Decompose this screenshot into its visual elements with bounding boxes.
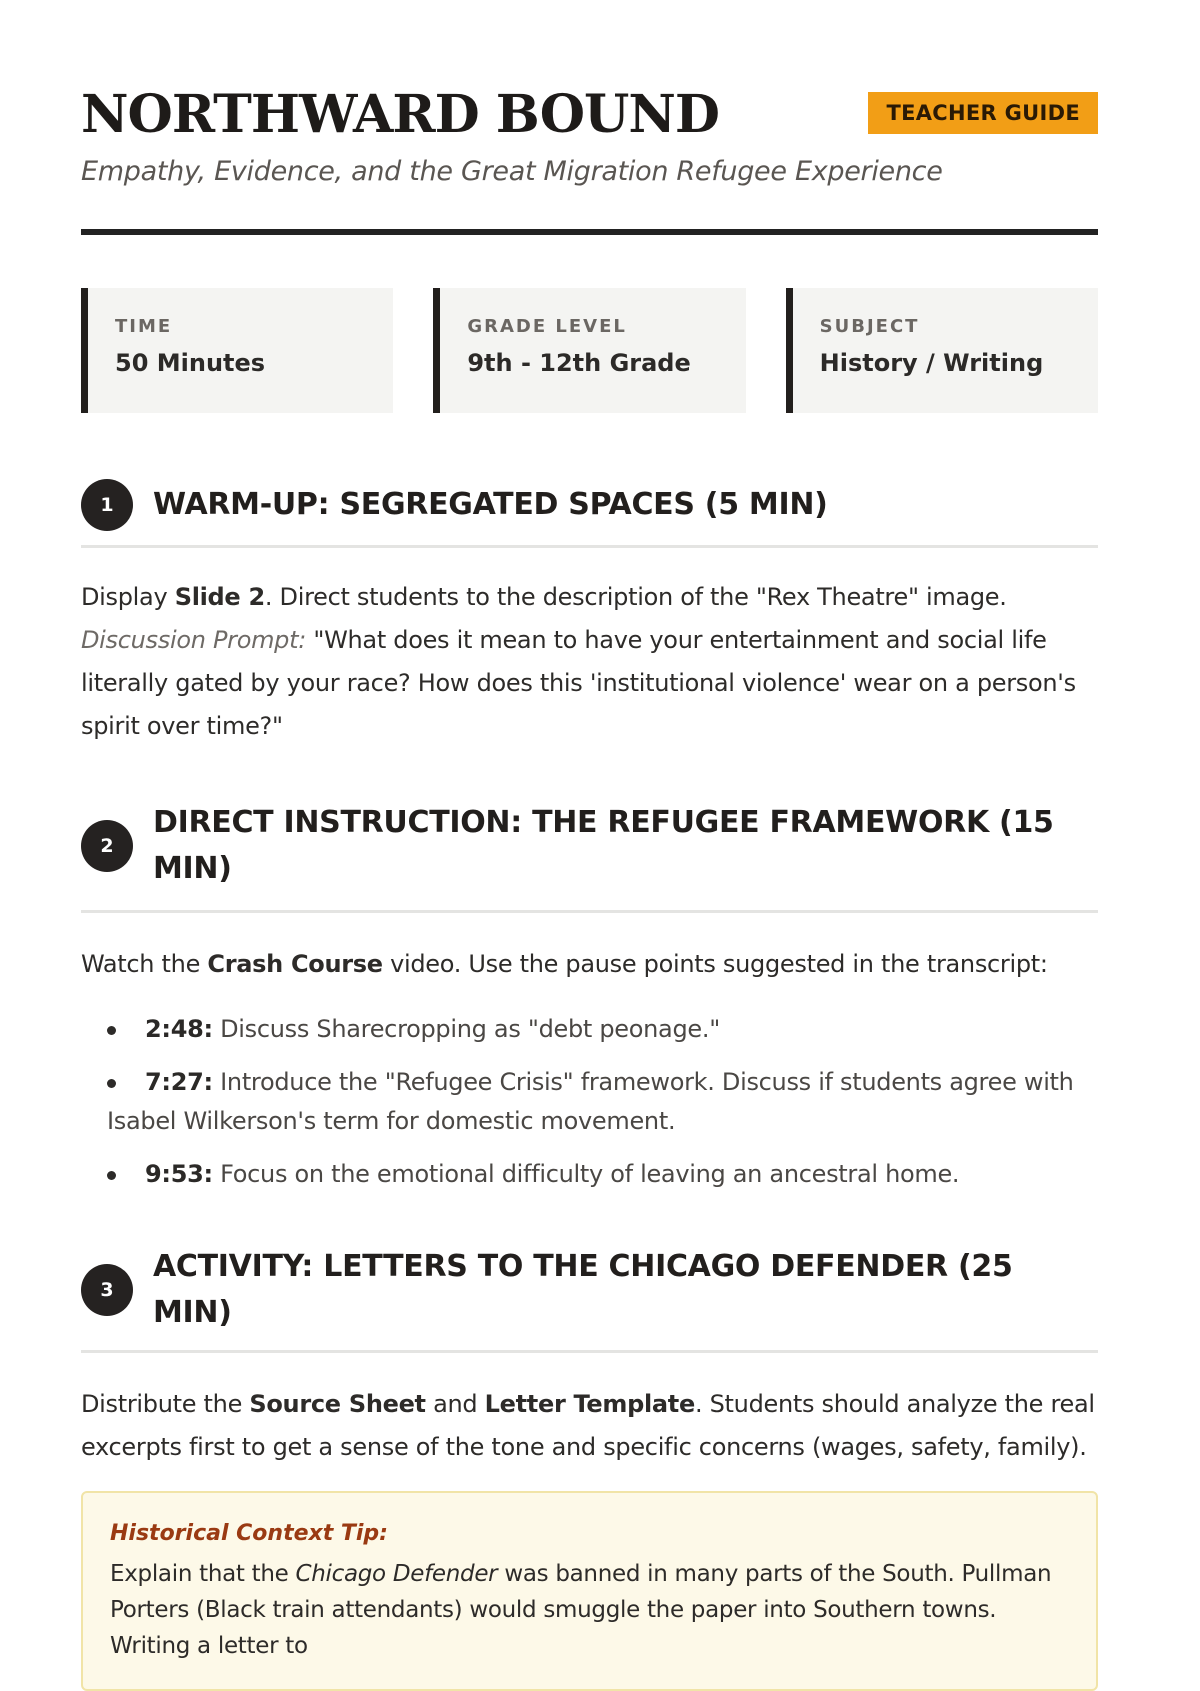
info-card-grade-level [433, 288, 745, 413]
body-text: . Students should analyze the real excerpts first to get a sense of the tone and specific concerns (wages, safety, family). [81, 1390, 1095, 1461]
section-2-title: DIRECT INSTRUCTION: THE REFUGEE FRAMEWORK (15 MIN) [153, 805, 1054, 886]
teacher-guide-badge: TEACHER GUIDE [868, 92, 1098, 134]
page-subtitle: Empathy, Evidence, and the Great Migration Refugee Experience [81, 156, 943, 187]
body-bold: Source Sheet [249, 1390, 426, 1418]
timestamp: 2:48: [145, 1015, 213, 1043]
bullet-icon [107, 1079, 116, 1088]
card-label: SUBJECT [819, 316, 920, 337]
tip-title: Historical Context Tip: [110, 1521, 388, 1546]
body-text: Distribute the [81, 1390, 250, 1418]
tip-text-part: was banned in many parts of the South. Pullman Porters (Black train attendants) would smuggle the paper into Southern towns. Writing a letter to [110, 1561, 1052, 1659]
card-label: GRADE LEVEL [467, 316, 627, 337]
section-number-badge: 1 [81, 479, 133, 531]
list-item-text: Discuss Sharecropping as "debt peonage." [212, 1015, 720, 1043]
section-1-title: WARM-UP: SEGREGATED SPACES (5 MIN) [153, 487, 828, 522]
timestamp: 9:53: [145, 1160, 213, 1188]
body-text: Display [81, 583, 175, 611]
section-number-badge: 2 [81, 820, 133, 872]
body-text: video. Use the pause points suggested in the transcript: [382, 950, 1048, 978]
header-divider [81, 229, 1098, 235]
info-cards [81, 288, 1098, 413]
tip-text-part: Explain that the [110, 1561, 296, 1587]
tip-text [110, 1556, 1070, 1664]
section-1-body [81, 576, 1098, 748]
header [81, 0, 1098, 187]
body-bold: Crash Course [207, 950, 383, 978]
bullet-icon [107, 1171, 116, 1180]
section-3-title: ACTIVITY: LETTERS TO THE CHICAGO DEFENDER (25 MIN) [153, 1249, 1013, 1330]
body-text: . Direct students to the description of the "Rex Theatre" image. [264, 583, 1007, 611]
card-value: 50 Minutes [115, 349, 266, 377]
section-2-body [81, 943, 1098, 986]
bullet-icon [107, 1026, 116, 1035]
timestamp: 7:27: [145, 1068, 213, 1096]
discussion-prompt-text: "What does it mean to have your entertainment and social life literally gated by your race? How does this 'institutional violence' wear on a person's spirit over time?" [81, 626, 1076, 740]
historical-context-tip [81, 1491, 1098, 1691]
list-item [107, 1155, 1098, 1194]
section-1-header [81, 479, 1098, 548]
body-text: Watch the [81, 950, 208, 978]
list-item [107, 1010, 1098, 1049]
info-card-time [81, 288, 393, 413]
card-label: TIME [115, 316, 173, 337]
body-bold: Slide 2 [174, 583, 265, 611]
list-item [107, 1063, 1098, 1141]
section-2-header [81, 800, 1098, 913]
page-title: NORTHWARD BOUND [81, 84, 719, 145]
info-card-subject [786, 288, 1098, 413]
card-value: History / Writing [819, 349, 1044, 377]
list-item-text: Introduce the "Refugee Crisis" framework. Discuss if students agree with Isabel Wilkerson's term for domestic movement. [107, 1068, 1074, 1135]
publication-name: Chicago Defender [295, 1561, 498, 1587]
body-text: and [425, 1390, 485, 1418]
pause-points-list [81, 1010, 1098, 1194]
card-value: 9th - 12th Grade [467, 349, 691, 377]
section-number-badge: 3 [81, 1264, 133, 1316]
section-3-body [81, 1383, 1098, 1469]
body-bold: Letter Template [484, 1390, 695, 1418]
section-3-header [81, 1244, 1098, 1353]
list-item-text: Focus on the emotional difficulty of leaving an ancestral home. [212, 1160, 960, 1188]
discussion-prompt-label: Discussion Prompt: [81, 626, 306, 654]
